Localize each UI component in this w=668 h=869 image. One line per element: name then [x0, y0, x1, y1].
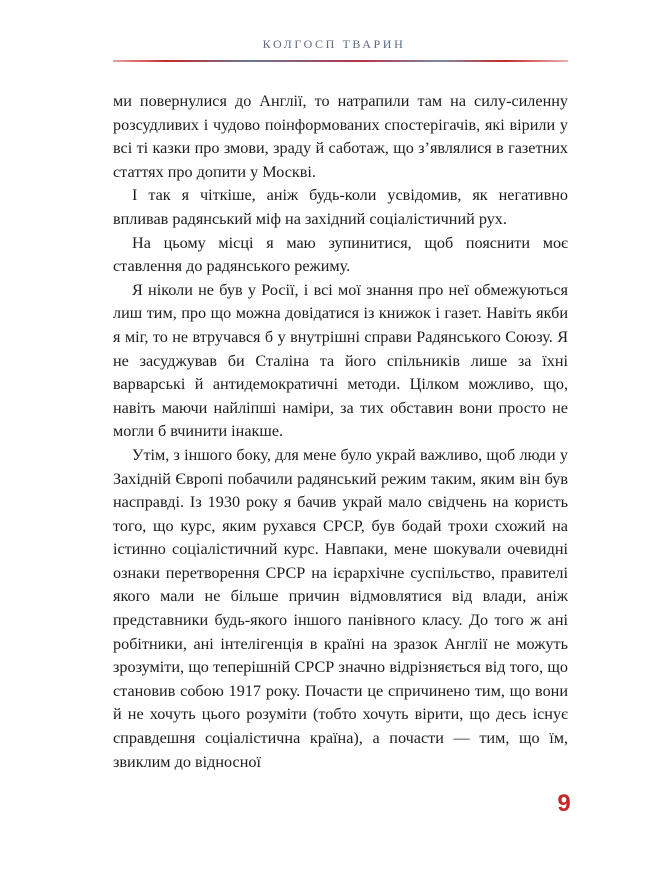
paragraph-1: ми повернулися до Англії, то натрапили там на силу-силенну розсудливих і чудово поінформованих спостерігачів, які вірили у всі ті казки про змови, зраду й саботаж, що з’являлися в газетних статтях про допити у Москві. [113, 92, 568, 181]
page-number: 9 [557, 790, 571, 817]
paragraph-4: Я ніколи не був у Росії, і всі мої знання про неї обмежуються лиш тим, про що можна довідатися із книжок і газет. Навіть якби я міг, то не втручався б у внутрішні справи Радянського Союзу. Я не засуджував би Сталіна та його спільників лише за їхні варварські й антидемократичні методи. Цілком можливо, що, навіть маючи найліпші наміри, за тих обставин вони просто не могли б вчинити інакше. [113, 280, 568, 441]
paragraph-5: Утім, з іншого боку, для мене було украй важливо, щоб люди у Західній Європі побачили радянський режим таким, яким він був насправді. Із 1930 року я бачив украй мало свідчень на користь того, що курс, яким рухався СРСР, був бодай трохи схожий на істинно соціалістичний курс. Навпаки, мене шокували очевидні ознаки перетворення СРСР на ієрархічне суспільство, правителі якого мали не більше причин відмовлятися від влади, аніж представники будь-якого іншого панівного класу. До того ж ані робітники, ані інтелігенція в країні на зразок Англії не можуть зрозуміти, що теперішній СРСР значно відрізняється від того, що становив собою 1917 року. Почасти це спричинено тим, що вони й не хочуть цього розуміти (тобто хочуть вірити, що десь існує справдешня соціалістична країна), а почасти — тим, що їм, звиклим до відносної [113, 445, 568, 771]
running-title: КОЛГОСП ТВАРИН [262, 37, 406, 51]
body-text [113, 90, 568, 774]
paragraph-2: І так я чіткіше, аніж будь-коли усвідомив, як негативно впливав радянський міф на західний соціалістичний рух. [113, 186, 568, 228]
header-rule [113, 60, 568, 62]
paragraph-3: На цьому місці я маю зупинитися, щоб пояснити моє ставлення до радянського режиму. [113, 233, 568, 276]
